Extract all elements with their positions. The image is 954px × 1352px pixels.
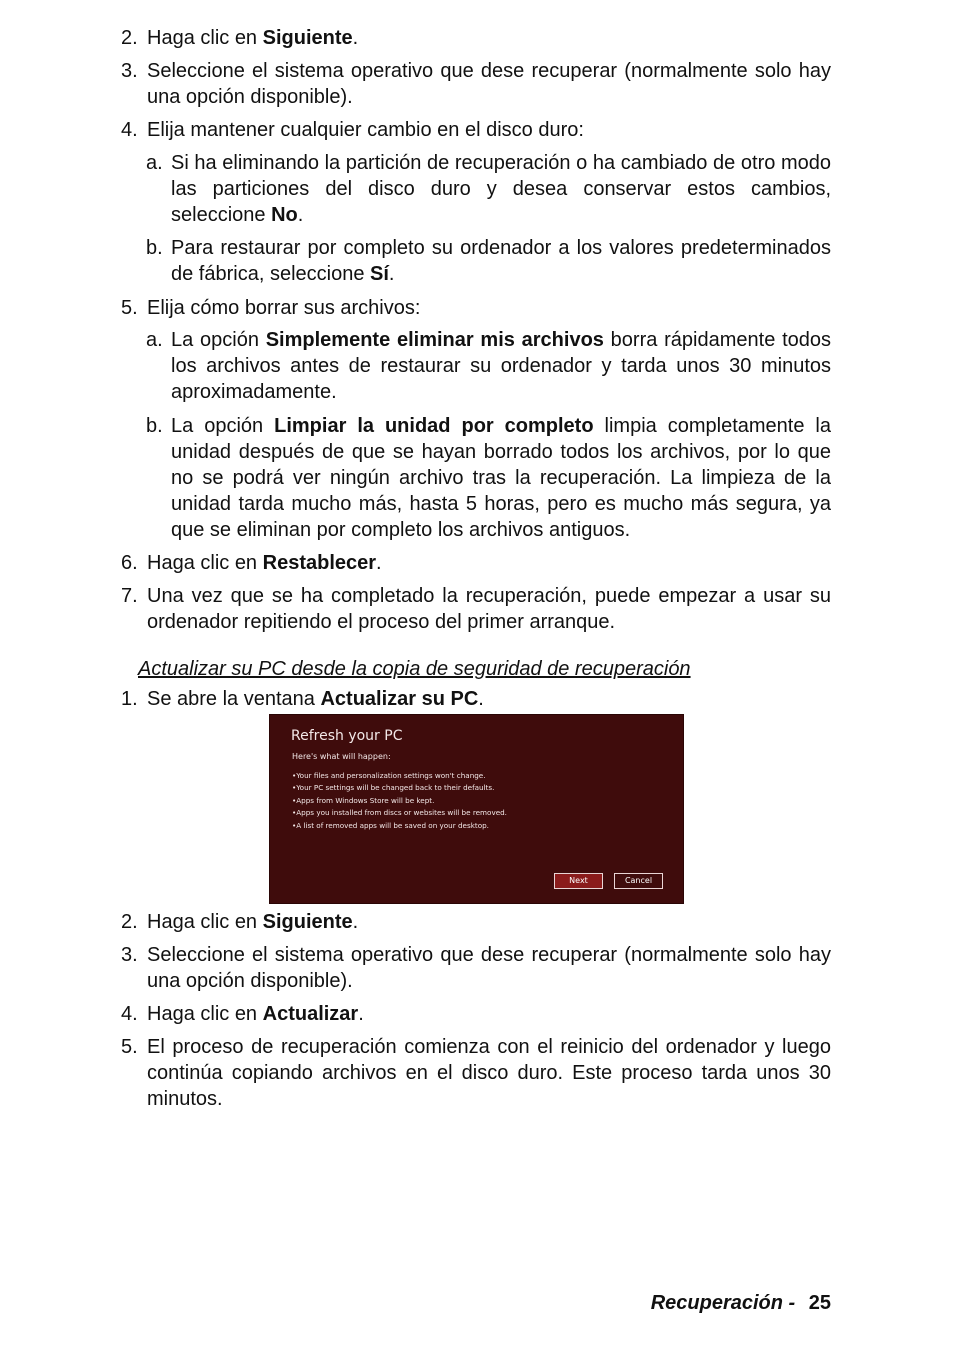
list-item (121, 583, 831, 635)
item-number: 4. (121, 1003, 138, 1025)
list-item (121, 686, 831, 712)
item-letter: b. (146, 415, 163, 437)
item-number: 3. (121, 944, 138, 966)
item-number: 5. (121, 1036, 138, 1058)
dialog-intro: Here's what will happen: (292, 752, 391, 761)
list-item (121, 909, 831, 935)
item-number: 2. (121, 911, 138, 933)
item-number: 7. (121, 585, 138, 607)
item-number: 6. (121, 552, 138, 574)
item-text: La opción Limpiar la unidad por completo limpia completamente la unidad después de que se hayan borrado todos los archivos, por lo que no se podrá ver ningún archivo tras la recuperación. La limpieza de la unidad tarda mucho más, hasta 5 horas, pero es mucho más segura, ya que se eliminan por completo los archivos antiguos. (171, 415, 831, 541)
dialog-bullet: • Your files and personalization settings won't change. (292, 770, 507, 782)
item-text: Haga clic en Siguiente. (147, 27, 359, 49)
item-text: Se abre la ventana Actualizar su PC. (147, 688, 484, 710)
item-number: 5. (121, 297, 138, 319)
item-text: Si ha eliminando la partición de recuperación o ha cambiado de otro modo las particiones del disco duro y desea conservar estos cambios, seleccione No. (171, 152, 831, 226)
dialog-bullet-list (292, 770, 507, 832)
list-item (121, 942, 831, 994)
item-number: 4. (121, 119, 138, 141)
item-text: Elija mantener cualquier cambio en el disco duro: (147, 119, 584, 141)
list-item (121, 1001, 831, 1027)
dialog-bullet: • Apps you installed from discs or websites will be removed. (292, 807, 507, 819)
sub-list-item (146, 150, 831, 228)
section-heading: Actualizar su PC desde la copia de seguridad de recuperación (138, 658, 691, 680)
item-text: Para restaurar por completo su ordenador a los valores predeterminados de fábrica, seleccione Sí. (171, 237, 831, 285)
item-text: Una vez que se ha completado la recuperación, puede empezar a usar su ordenador repitiendo el proceso del primer arranque. (147, 585, 831, 633)
dialog-bullet: • A list of removed apps will be saved on your desktop. (292, 820, 507, 832)
item-letter: a. (146, 152, 163, 174)
item-number: 3. (121, 60, 138, 82)
sub-list-item (146, 413, 831, 543)
item-letter: a. (146, 329, 163, 351)
item-text: El proceso de recuperación comienza con el reinicio del ordenador y luego continúa copiando archivos en el disco duro. Este proceso tarda unos 30 minutos. (147, 1036, 831, 1110)
next-button[interactable]: Next (554, 873, 603, 889)
sub-list-item (146, 327, 831, 405)
list-item (121, 550, 831, 576)
list-item (121, 58, 831, 110)
item-text: Haga clic en Actualizar. (147, 1003, 364, 1025)
item-number: 1. (121, 688, 138, 710)
item-text: Haga clic en Siguiente. (147, 911, 359, 933)
item-text: La opción Simplemente eliminar mis archivos borra rápidamente todos los archivos antes de restaurar su ordenador y tarda unos 30 minutos aproximadamente. (171, 329, 832, 403)
dialog-bullet: • Apps from Windows Store will be kept. (292, 795, 507, 807)
item-text: Seleccione el sistema operativo que dese recuperar (normalmente solo hay una opción disponible). (147, 944, 831, 992)
list-item (121, 117, 831, 143)
page-footer (651, 1290, 831, 1316)
list-item (121, 295, 831, 321)
item-number: 2. (121, 27, 138, 49)
cancel-button[interactable]: Cancel (614, 873, 663, 889)
dialog-bullet: • Your PC settings will be changed back to their defaults. (292, 782, 507, 794)
item-text: Elija cómo borrar sus archivos: (147, 297, 421, 319)
list-item (121, 1034, 831, 1112)
item-text: Haga clic en Restablecer. (147, 552, 382, 574)
page-number: 25 (808, 1292, 831, 1314)
list-item (121, 25, 831, 51)
refresh-pc-screenshot (269, 714, 684, 904)
item-letter: b. (146, 237, 163, 259)
dialog-title: Refresh your PC (291, 728, 403, 744)
footer-section: Recuperación - (650, 1292, 801, 1314)
sub-list-item (146, 235, 831, 287)
item-text: Seleccione el sistema operativo que dese recuperar (normalmente solo hay una opción disponible). (147, 60, 831, 108)
